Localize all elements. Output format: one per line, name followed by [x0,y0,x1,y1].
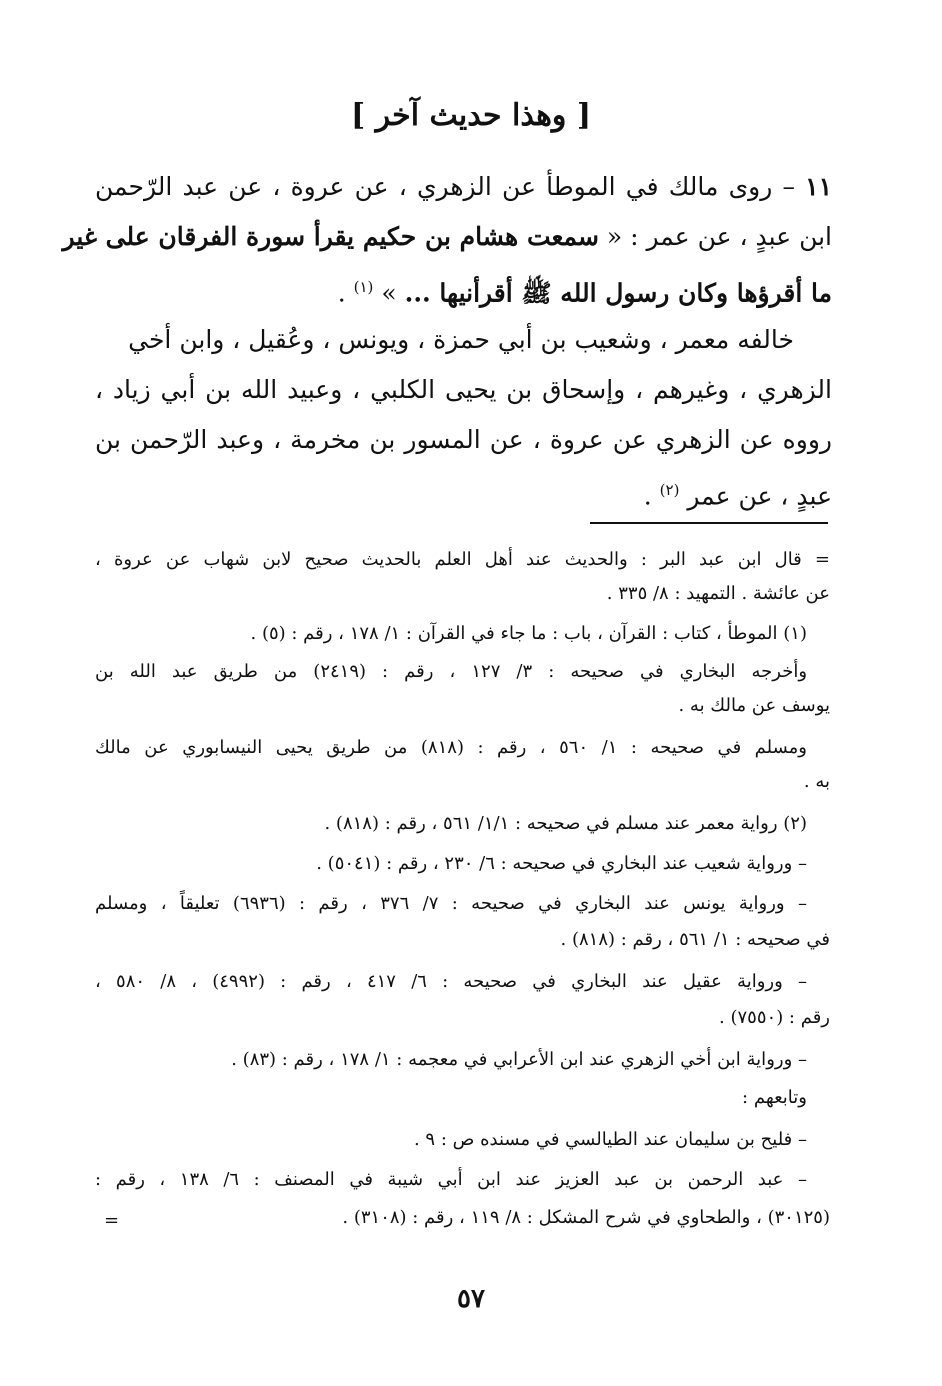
period: . [337,278,354,308]
hadith-quote: سمعت هشام بن حكيم يقرأ سورة الفرقان على غير [62,222,599,251]
footnote-line: ومسلم في صحيحه : ١/ ٥٦٠ ، رقم : (٨١٨) من طريق يحيى النيسابوري عن مالك [95,737,808,758]
commentary-line-4 [644,465,832,521]
period: . [643,481,660,511]
hadith-line-1 [95,162,832,212]
hadith-line-2 [62,212,832,262]
continuation-mark: = [104,1210,120,1231]
section-heading: [ وهذا حديث آخر ] [350,98,592,133]
footnote-line: – ورواية عقيل عند البخاري في صحيحه : ٦/ ٤١٧ ، رقم : (٤٩٩٢) ، ٨/ ٥٨٠ ، [95,971,807,992]
quote-close: » [381,278,405,308]
footnote-line: (٣٠١٢٥) ، والطحاوي في شرح المشكل : ٨/ ١١٩ ، رقم : (٣١٠٨) . [342,1207,830,1228]
footnote-ref-1: (١) [353,278,374,296]
hadith-text: – روى مالك في الموطأ عن الزهري ، عن عروة ، عن عبد الرّحمن [95,172,795,201]
hadith-number: ١١ [805,172,832,201]
hadith-quote: ما أقرؤها وكان رسول الله ﷺ أقرأنيها ... [404,278,832,308]
hadith-text: ابن عبدٍ ، عن عمر : « [598,222,832,251]
commentary-line-3: رووه عن الزهري عن عروة ، عن المسور بن مخرمة ، وعبد الرّحمن بن [95,425,832,454]
footnote-line: – عبد الرحمن بن عبد العزيز عند ابن أبي شيبة في المصنف : ٦/ ١٣٨ ، رقم : [95,1169,807,1190]
footnote-2: (٢) رواية معمر عند مسلم في صحيحه : ١/١/ ٥٦١ ، رقم : (٨١٨) . [324,813,807,834]
footnote-line: وتابعهم : [742,1087,807,1108]
footnote-line: – ورواية يونس عند البخاري في صحيحه : ٧/ ٣٧٦ ، رقم : (٦٩٣٦) تعليقاً ، ومسلم [95,893,807,914]
footnote-line: في صحيحه : ١/ ٥٦١ ، رقم : (٨١٨) . [560,929,830,950]
footnote-1: (١) الموطأ ، كتاب : القرآن ، باب : ما جاء في القرآن : ١/ ١٧٨ ، رقم : (٥) . [250,623,807,644]
footnote-line: رقم : (٧٥٥٠) . [719,1007,830,1028]
footnote-separator [590,522,828,524]
footnote-line: به . [803,771,830,792]
page-number: ٥٧ [457,1284,485,1314]
commentary-line-2: الزهري ، وغيرهم ، وإسحاق بن يحيى الكلبي ، وعبيد الله بن أبي زياد ، [95,375,832,404]
commentary-line-1: خالفه معمر ، وشعيب بن أبي حمزة ، ويونس ، وعُقيل ، وابن أخي [128,325,794,354]
footnote-line: يوسف عن مالك به . [678,695,830,716]
footnote-line: = قال ابن عبد البر : والحديث عند أهل العلم بالحديث صحيح لابن شهاب عن عروة ، [95,549,830,570]
footnote-ref-2: (٢) [659,481,680,499]
footnote-line: – ورواية ابن أخي الزهري عند ابن الأعرابي في معجمه : ١/ ١٧٨ ، رقم : (٨٣) . [231,1049,807,1070]
commentary-text: عبدٍ ، عن عمر [679,481,832,511]
footnote-line: وأخرجه البخاري في صحيحه : ٣/ ١٢٧ ، رقم : (٢٤١٩) من طريق عبد الله بن [95,661,808,682]
footnote-line: – فليح بن سليمان عند الطيالسي في مسنده ص : ٩ . [413,1129,807,1150]
hadith-line-3 [338,262,832,318]
footnote-line: عن عائشة . التمهيد : ٨/ ٣٣٥ . [606,583,830,604]
footnote-line: – ورواية شعيب عند البخاري في صحيحه : ٦/ ٢٣٠ ، رقم : (٥٠٤١) . [316,853,807,874]
